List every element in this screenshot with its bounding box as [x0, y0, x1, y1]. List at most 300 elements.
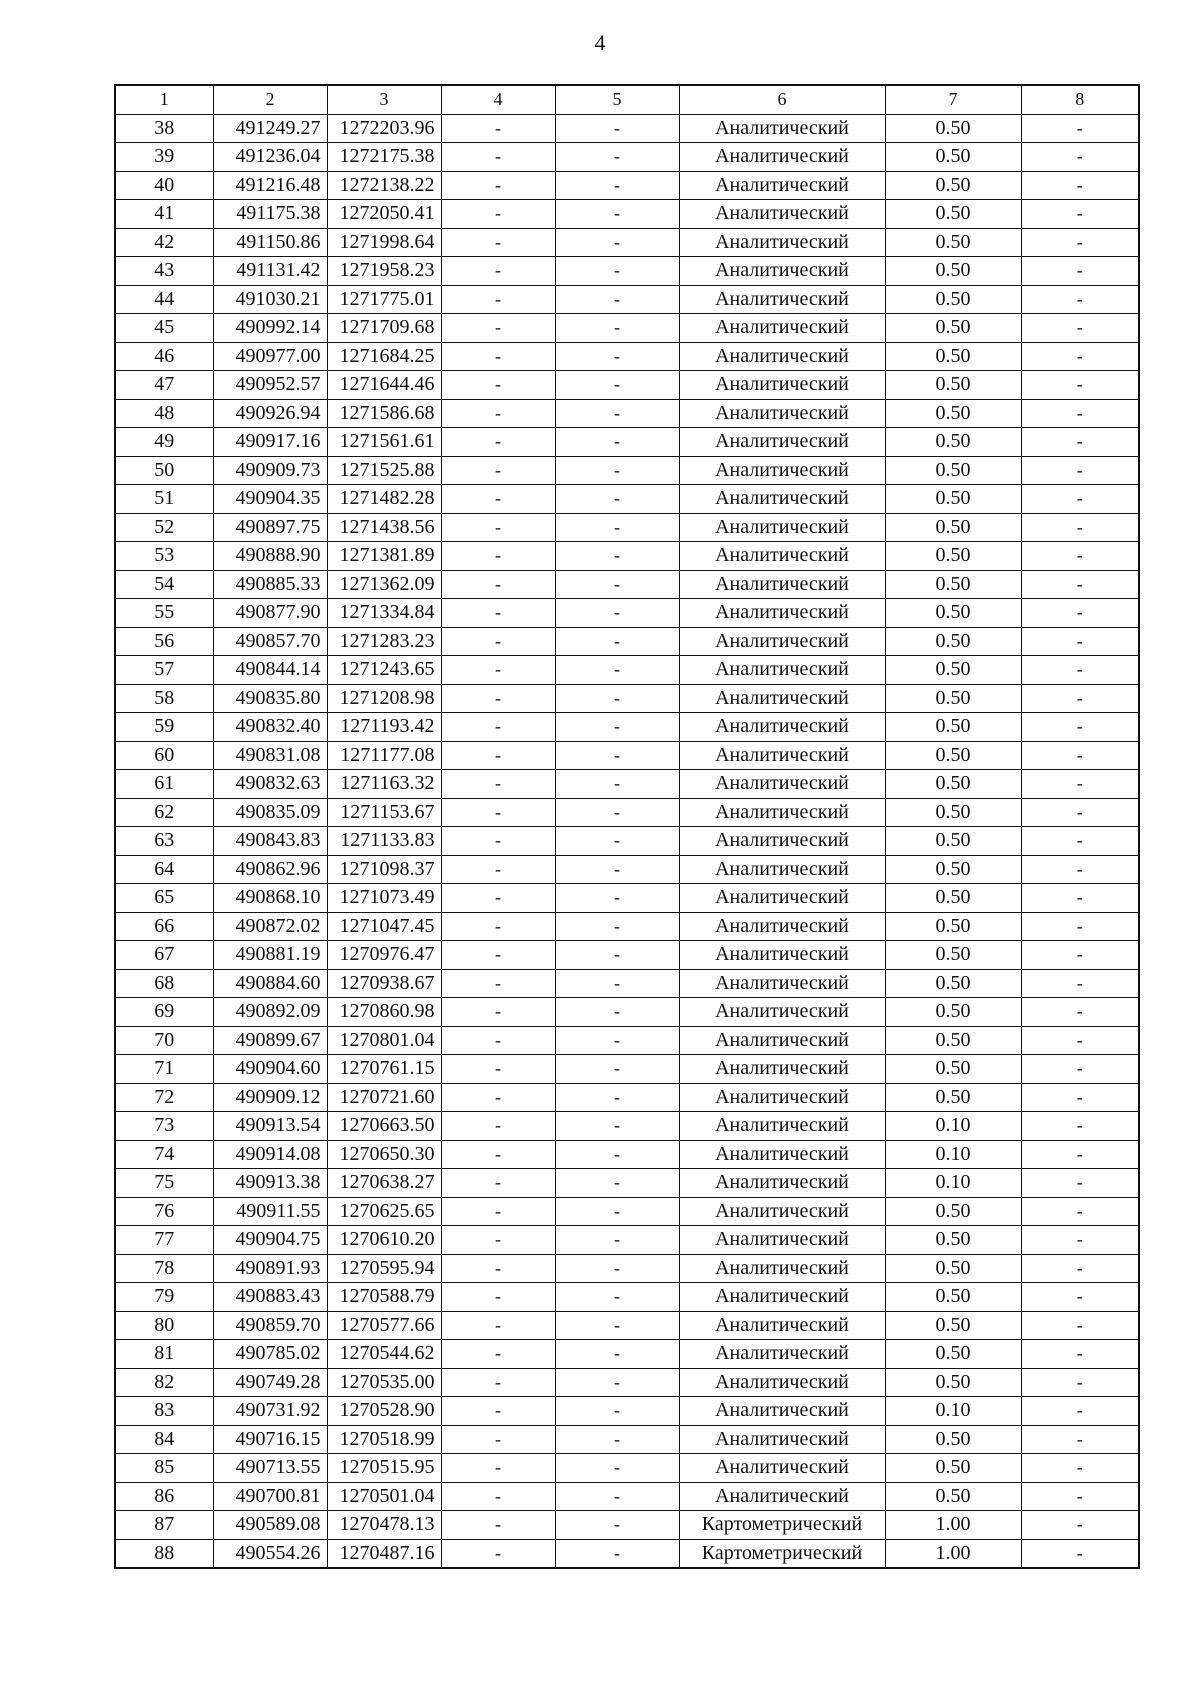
column-4-value-cell: - — [441, 485, 555, 514]
method-cell: Аналитический — [679, 713, 885, 742]
x-coordinate-cell: 490913.38 — [213, 1169, 327, 1198]
accuracy-cell: 0.50 — [885, 1368, 1021, 1397]
column-8-value-cell: - — [1021, 257, 1139, 286]
column-8-value-cell: - — [1021, 114, 1139, 143]
x-coordinate-cell: 490884.60 — [213, 969, 327, 998]
column-4-value-cell: - — [441, 855, 555, 884]
table-row — [115, 513, 1139, 542]
column-8-value-cell: - — [1021, 1112, 1139, 1141]
y-coordinate-cell: 1270528.90 — [327, 1397, 441, 1426]
column-4-value-cell: - — [441, 1226, 555, 1255]
x-coordinate-cell: 490862.96 — [213, 855, 327, 884]
point-number-cell: 41 — [115, 200, 213, 229]
y-coordinate-cell: 1270535.00 — [327, 1368, 441, 1397]
column-4-value-cell: - — [441, 798, 555, 827]
column-header: 8 — [1021, 85, 1139, 114]
column-5-value-cell: - — [555, 1055, 679, 1084]
accuracy-cell: 0.50 — [885, 627, 1021, 656]
table-row — [115, 798, 1139, 827]
column-5-value-cell: - — [555, 884, 679, 913]
column-8-value-cell: - — [1021, 1026, 1139, 1055]
accuracy-cell: 0.50 — [885, 114, 1021, 143]
method-cell: Аналитический — [679, 1112, 885, 1141]
column-5-value-cell: - — [555, 1083, 679, 1112]
column-5-value-cell: - — [555, 285, 679, 314]
column-8-value-cell: - — [1021, 542, 1139, 571]
x-coordinate-cell: 490859.70 — [213, 1311, 327, 1340]
method-cell: Аналитический — [679, 770, 885, 799]
y-coordinate-cell: 1272138.22 — [327, 171, 441, 200]
table-row — [115, 998, 1139, 1027]
accuracy-cell: 0.10 — [885, 1397, 1021, 1426]
method-cell: Аналитический — [679, 399, 885, 428]
x-coordinate-cell: 490554.26 — [213, 1539, 327, 1568]
table-row — [115, 912, 1139, 941]
point-number-cell: 87 — [115, 1511, 213, 1540]
x-coordinate-cell: 490832.40 — [213, 713, 327, 742]
column-4-value-cell: - — [441, 513, 555, 542]
method-cell: Аналитический — [679, 627, 885, 656]
accuracy-cell: 0.50 — [885, 285, 1021, 314]
accuracy-cell: 0.50 — [885, 941, 1021, 970]
table-row — [115, 741, 1139, 770]
y-coordinate-cell: 1271381.89 — [327, 542, 441, 571]
column-8-value-cell: - — [1021, 456, 1139, 485]
column-8-value-cell: - — [1021, 342, 1139, 371]
method-cell: Картометрический — [679, 1511, 885, 1540]
column-4-value-cell: - — [441, 941, 555, 970]
column-8-value-cell: - — [1021, 1283, 1139, 1312]
column-4-value-cell: - — [441, 200, 555, 229]
column-8-value-cell: - — [1021, 798, 1139, 827]
column-header: 6 — [679, 85, 885, 114]
point-number-cell: 65 — [115, 884, 213, 913]
y-coordinate-cell: 1270577.66 — [327, 1311, 441, 1340]
column-4-value-cell: - — [441, 1254, 555, 1283]
point-number-cell: 78 — [115, 1254, 213, 1283]
method-cell: Аналитический — [679, 428, 885, 457]
table-row — [115, 1482, 1139, 1511]
table-row — [115, 485, 1139, 514]
x-coordinate-cell: 490899.67 — [213, 1026, 327, 1055]
y-coordinate-cell: 1270544.62 — [327, 1340, 441, 1369]
point-number-cell: 64 — [115, 855, 213, 884]
y-coordinate-cell: 1270515.95 — [327, 1454, 441, 1483]
column-5-value-cell: - — [555, 1283, 679, 1312]
column-4-value-cell: - — [441, 456, 555, 485]
column-5-value-cell: - — [555, 1254, 679, 1283]
accuracy-cell: 0.50 — [885, 1083, 1021, 1112]
x-coordinate-cell: 490713.55 — [213, 1454, 327, 1483]
table-row — [115, 1026, 1139, 1055]
method-cell: Аналитический — [679, 456, 885, 485]
table-row — [115, 342, 1139, 371]
accuracy-cell: 0.10 — [885, 1112, 1021, 1141]
column-4-value-cell: - — [441, 371, 555, 400]
point-number-cell: 54 — [115, 570, 213, 599]
column-4-value-cell: - — [441, 1340, 555, 1369]
column-header: 4 — [441, 85, 555, 114]
accuracy-cell: 0.50 — [885, 171, 1021, 200]
column-5-value-cell: - — [555, 1169, 679, 1198]
x-coordinate-cell: 491236.04 — [213, 143, 327, 172]
table-row — [115, 1454, 1139, 1483]
x-coordinate-cell: 490832.63 — [213, 770, 327, 799]
method-cell: Аналитический — [679, 884, 885, 913]
y-coordinate-cell: 1271482.28 — [327, 485, 441, 514]
y-coordinate-cell: 1270518.99 — [327, 1425, 441, 1454]
column-8-value-cell: - — [1021, 371, 1139, 400]
y-coordinate-cell: 1271644.46 — [327, 371, 441, 400]
column-8-value-cell: - — [1021, 1511, 1139, 1540]
accuracy-cell: 0.50 — [885, 342, 1021, 371]
table-row — [115, 1112, 1139, 1141]
x-coordinate-cell: 490881.19 — [213, 941, 327, 970]
y-coordinate-cell: 1271334.84 — [327, 599, 441, 628]
accuracy-cell: 0.50 — [885, 684, 1021, 713]
y-coordinate-cell: 1272175.38 — [327, 143, 441, 172]
column-8-value-cell: - — [1021, 1083, 1139, 1112]
table-body — [115, 114, 1139, 1568]
y-coordinate-cell: 1271775.01 — [327, 285, 441, 314]
accuracy-cell: 0.50 — [885, 855, 1021, 884]
x-coordinate-cell: 490731.92 — [213, 1397, 327, 1426]
method-cell: Аналитический — [679, 1311, 885, 1340]
method-cell: Картометрический — [679, 1539, 885, 1568]
point-number-cell: 86 — [115, 1482, 213, 1511]
table-row — [115, 770, 1139, 799]
column-4-value-cell: - — [441, 1511, 555, 1540]
column-4-value-cell: - — [441, 1368, 555, 1397]
column-5-value-cell: - — [555, 171, 679, 200]
column-8-value-cell: - — [1021, 770, 1139, 799]
column-5-value-cell: - — [555, 399, 679, 428]
table-row — [115, 1140, 1139, 1169]
table-row — [115, 114, 1139, 143]
table-row — [115, 1169, 1139, 1198]
x-coordinate-cell: 490589.08 — [213, 1511, 327, 1540]
x-coordinate-cell: 490914.08 — [213, 1140, 327, 1169]
y-coordinate-cell: 1271684.25 — [327, 342, 441, 371]
method-cell: Аналитический — [679, 1397, 885, 1426]
column-5-value-cell: - — [555, 200, 679, 229]
method-cell: Аналитический — [679, 912, 885, 941]
point-number-cell: 48 — [115, 399, 213, 428]
column-4-value-cell: - — [441, 1539, 555, 1568]
y-coordinate-cell: 1271362.09 — [327, 570, 441, 599]
table-row — [115, 570, 1139, 599]
table-row — [115, 1340, 1139, 1369]
column-4-value-cell: - — [441, 969, 555, 998]
column-8-value-cell: - — [1021, 1055, 1139, 1084]
column-5-value-cell: - — [555, 599, 679, 628]
method-cell: Аналитический — [679, 1283, 885, 1312]
column-4-value-cell: - — [441, 912, 555, 941]
y-coordinate-cell: 1271073.49 — [327, 884, 441, 913]
table-row — [115, 627, 1139, 656]
column-8-value-cell: - — [1021, 884, 1139, 913]
x-coordinate-cell: 490872.02 — [213, 912, 327, 941]
accuracy-cell: 0.50 — [885, 1026, 1021, 1055]
x-coordinate-cell: 490843.83 — [213, 827, 327, 856]
y-coordinate-cell: 1271177.08 — [327, 741, 441, 770]
point-number-cell: 81 — [115, 1340, 213, 1369]
method-cell: Аналитический — [679, 570, 885, 599]
point-number-cell: 49 — [115, 428, 213, 457]
column-8-value-cell: - — [1021, 599, 1139, 628]
column-4-value-cell: - — [441, 884, 555, 913]
y-coordinate-cell: 1270976.47 — [327, 941, 441, 970]
column-8-value-cell: - — [1021, 969, 1139, 998]
column-8-value-cell: - — [1021, 143, 1139, 172]
x-coordinate-cell: 490911.55 — [213, 1197, 327, 1226]
accuracy-cell: 0.50 — [885, 912, 1021, 941]
accuracy-cell: 0.50 — [885, 770, 1021, 799]
table-row — [115, 371, 1139, 400]
column-8-value-cell: - — [1021, 827, 1139, 856]
column-8-value-cell: - — [1021, 1397, 1139, 1426]
column-8-value-cell: - — [1021, 1140, 1139, 1169]
column-5-value-cell: - — [555, 542, 679, 571]
method-cell: Аналитический — [679, 798, 885, 827]
y-coordinate-cell: 1271243.65 — [327, 656, 441, 685]
column-4-value-cell: - — [441, 1454, 555, 1483]
column-8-value-cell: - — [1021, 1340, 1139, 1369]
column-5-value-cell: - — [555, 684, 679, 713]
column-8-value-cell: - — [1021, 627, 1139, 656]
y-coordinate-cell: 1271709.68 — [327, 314, 441, 343]
y-coordinate-cell: 1270663.50 — [327, 1112, 441, 1141]
method-cell: Аналитический — [679, 228, 885, 257]
point-number-cell: 70 — [115, 1026, 213, 1055]
table-row — [115, 1197, 1139, 1226]
table-row — [115, 656, 1139, 685]
column-8-value-cell: - — [1021, 656, 1139, 685]
table-row — [115, 456, 1139, 485]
x-coordinate-cell: 490904.35 — [213, 485, 327, 514]
column-5-value-cell: - — [555, 257, 679, 286]
table-row — [115, 428, 1139, 457]
point-number-cell: 55 — [115, 599, 213, 628]
column-5-value-cell: - — [555, 1368, 679, 1397]
column-8-value-cell: - — [1021, 1454, 1139, 1483]
column-5-value-cell: - — [555, 998, 679, 1027]
column-8-value-cell: - — [1021, 941, 1139, 970]
column-4-value-cell: - — [441, 770, 555, 799]
method-cell: Аналитический — [679, 257, 885, 286]
column-4-value-cell: - — [441, 257, 555, 286]
point-number-cell: 61 — [115, 770, 213, 799]
accuracy-cell: 1.00 — [885, 1511, 1021, 1540]
column-8-value-cell: - — [1021, 855, 1139, 884]
table-row — [115, 143, 1139, 172]
method-cell: Аналитический — [679, 1026, 885, 1055]
y-coordinate-cell: 1270610.20 — [327, 1226, 441, 1255]
y-coordinate-cell: 1271098.37 — [327, 855, 441, 884]
method-cell: Аналитический — [679, 1226, 885, 1255]
x-coordinate-cell: 490891.93 — [213, 1254, 327, 1283]
table-row — [115, 1226, 1139, 1255]
x-coordinate-cell: 490700.81 — [213, 1482, 327, 1511]
column-5-value-cell: - — [555, 941, 679, 970]
y-coordinate-cell: 1270625.65 — [327, 1197, 441, 1226]
accuracy-cell: 0.10 — [885, 1169, 1021, 1198]
column-5-value-cell: - — [555, 1539, 679, 1568]
x-coordinate-cell: 490749.28 — [213, 1368, 327, 1397]
column-8-value-cell: - — [1021, 485, 1139, 514]
accuracy-cell: 0.50 — [885, 1311, 1021, 1340]
column-5-value-cell: - — [555, 855, 679, 884]
method-cell: Аналитический — [679, 599, 885, 628]
accuracy-cell: 0.50 — [885, 798, 1021, 827]
y-coordinate-cell: 1270721.60 — [327, 1083, 441, 1112]
table-row — [115, 1083, 1139, 1112]
point-number-cell: 56 — [115, 627, 213, 656]
column-5-value-cell: - — [555, 741, 679, 770]
column-4-value-cell: - — [441, 143, 555, 172]
column-8-value-cell: - — [1021, 1226, 1139, 1255]
point-number-cell: 44 — [115, 285, 213, 314]
y-coordinate-cell: 1271193.42 — [327, 713, 441, 742]
point-number-cell: 40 — [115, 171, 213, 200]
x-coordinate-cell: 490913.54 — [213, 1112, 327, 1141]
accuracy-cell: 0.50 — [885, 485, 1021, 514]
y-coordinate-cell: 1270588.79 — [327, 1283, 441, 1312]
y-coordinate-cell: 1271438.56 — [327, 513, 441, 542]
column-header: 3 — [327, 85, 441, 114]
method-cell: Аналитический — [679, 741, 885, 770]
point-number-cell: 72 — [115, 1083, 213, 1112]
method-cell: Аналитический — [679, 485, 885, 514]
accuracy-cell: 0.50 — [885, 998, 1021, 1027]
accuracy-cell: 0.50 — [885, 314, 1021, 343]
column-4-value-cell: - — [441, 656, 555, 685]
column-5-value-cell: - — [555, 342, 679, 371]
y-coordinate-cell: 1270501.04 — [327, 1482, 441, 1511]
x-coordinate-cell: 490917.16 — [213, 428, 327, 457]
accuracy-cell: 0.10 — [885, 1140, 1021, 1169]
y-coordinate-cell: 1271525.88 — [327, 456, 441, 485]
column-5-value-cell: - — [555, 456, 679, 485]
table-row — [115, 1425, 1139, 1454]
point-number-cell: 63 — [115, 827, 213, 856]
column-header: 2 — [213, 85, 327, 114]
table-row — [115, 969, 1139, 998]
point-number-cell: 43 — [115, 257, 213, 286]
column-5-value-cell: - — [555, 770, 679, 799]
x-coordinate-cell: 490885.33 — [213, 570, 327, 599]
accuracy-cell: 0.50 — [885, 1055, 1021, 1084]
column-4-value-cell: - — [441, 314, 555, 343]
method-cell: Аналитический — [679, 513, 885, 542]
column-4-value-cell: - — [441, 399, 555, 428]
x-coordinate-cell: 491030.21 — [213, 285, 327, 314]
column-5-value-cell: - — [555, 1425, 679, 1454]
column-8-value-cell: - — [1021, 314, 1139, 343]
y-coordinate-cell: 1271283.23 — [327, 627, 441, 656]
y-coordinate-cell: 1270638.27 — [327, 1169, 441, 1198]
table-row — [115, 1397, 1139, 1426]
column-8-value-cell: - — [1021, 399, 1139, 428]
y-coordinate-cell: 1272203.96 — [327, 114, 441, 143]
column-5-value-cell: - — [555, 1140, 679, 1169]
page-number: 4 — [594, 30, 606, 55]
y-coordinate-cell: 1271133.83 — [327, 827, 441, 856]
column-4-value-cell: - — [441, 570, 555, 599]
accuracy-cell: 0.50 — [885, 884, 1021, 913]
column-5-value-cell: - — [555, 1026, 679, 1055]
column-4-value-cell: - — [441, 1425, 555, 1454]
column-8-value-cell: - — [1021, 570, 1139, 599]
column-5-value-cell: - — [555, 1197, 679, 1226]
x-coordinate-cell: 490897.75 — [213, 513, 327, 542]
x-coordinate-cell: 491131.42 — [213, 257, 327, 286]
column-4-value-cell: - — [441, 1283, 555, 1312]
accuracy-cell: 0.50 — [885, 1254, 1021, 1283]
accuracy-cell: 0.50 — [885, 1197, 1021, 1226]
column-5-value-cell: - — [555, 713, 679, 742]
y-coordinate-cell: 1270938.67 — [327, 969, 441, 998]
x-coordinate-cell: 490909.12 — [213, 1083, 327, 1112]
column-4-value-cell: - — [441, 827, 555, 856]
point-number-cell: 50 — [115, 456, 213, 485]
column-8-value-cell: - — [1021, 741, 1139, 770]
point-number-cell: 67 — [115, 941, 213, 970]
point-number-cell: 47 — [115, 371, 213, 400]
method-cell: Аналитический — [679, 342, 885, 371]
column-5-value-cell: - — [555, 1311, 679, 1340]
column-8-value-cell: - — [1021, 1311, 1139, 1340]
column-8-value-cell: - — [1021, 1197, 1139, 1226]
column-4-value-cell: - — [441, 114, 555, 143]
accuracy-cell: 0.50 — [885, 969, 1021, 998]
point-number-cell: 88 — [115, 1539, 213, 1568]
accuracy-cell: 0.50 — [885, 1283, 1021, 1312]
accuracy-cell: 0.50 — [885, 371, 1021, 400]
column-5-value-cell: - — [555, 1397, 679, 1426]
accuracy-cell: 0.50 — [885, 456, 1021, 485]
accuracy-cell: 0.50 — [885, 1425, 1021, 1454]
accuracy-cell: 0.50 — [885, 143, 1021, 172]
column-5-value-cell: - — [555, 1482, 679, 1511]
point-number-cell: 71 — [115, 1055, 213, 1084]
column-4-value-cell: - — [441, 1311, 555, 1340]
column-header: 5 — [555, 85, 679, 114]
column-5-value-cell: - — [555, 485, 679, 514]
column-8-value-cell: - — [1021, 1169, 1139, 1198]
table-row — [115, 285, 1139, 314]
method-cell: Аналитический — [679, 855, 885, 884]
method-cell: Аналитический — [679, 827, 885, 856]
y-coordinate-cell: 1270487.16 — [327, 1539, 441, 1568]
coordinates-table — [114, 84, 1140, 1569]
point-number-cell: 76 — [115, 1197, 213, 1226]
method-cell: Аналитический — [679, 285, 885, 314]
accuracy-cell: 0.50 — [885, 713, 1021, 742]
column-8-value-cell: - — [1021, 428, 1139, 457]
column-8-value-cell: - — [1021, 998, 1139, 1027]
point-number-cell: 68 — [115, 969, 213, 998]
x-coordinate-cell: 490909.73 — [213, 456, 327, 485]
y-coordinate-cell: 1270761.15 — [327, 1055, 441, 1084]
method-cell: Аналитический — [679, 1169, 885, 1198]
x-coordinate-cell: 490892.09 — [213, 998, 327, 1027]
column-4-value-cell: - — [441, 542, 555, 571]
x-coordinate-cell: 490835.09 — [213, 798, 327, 827]
point-number-cell: 51 — [115, 485, 213, 514]
point-number-cell: 66 — [115, 912, 213, 941]
y-coordinate-cell: 1271998.64 — [327, 228, 441, 257]
